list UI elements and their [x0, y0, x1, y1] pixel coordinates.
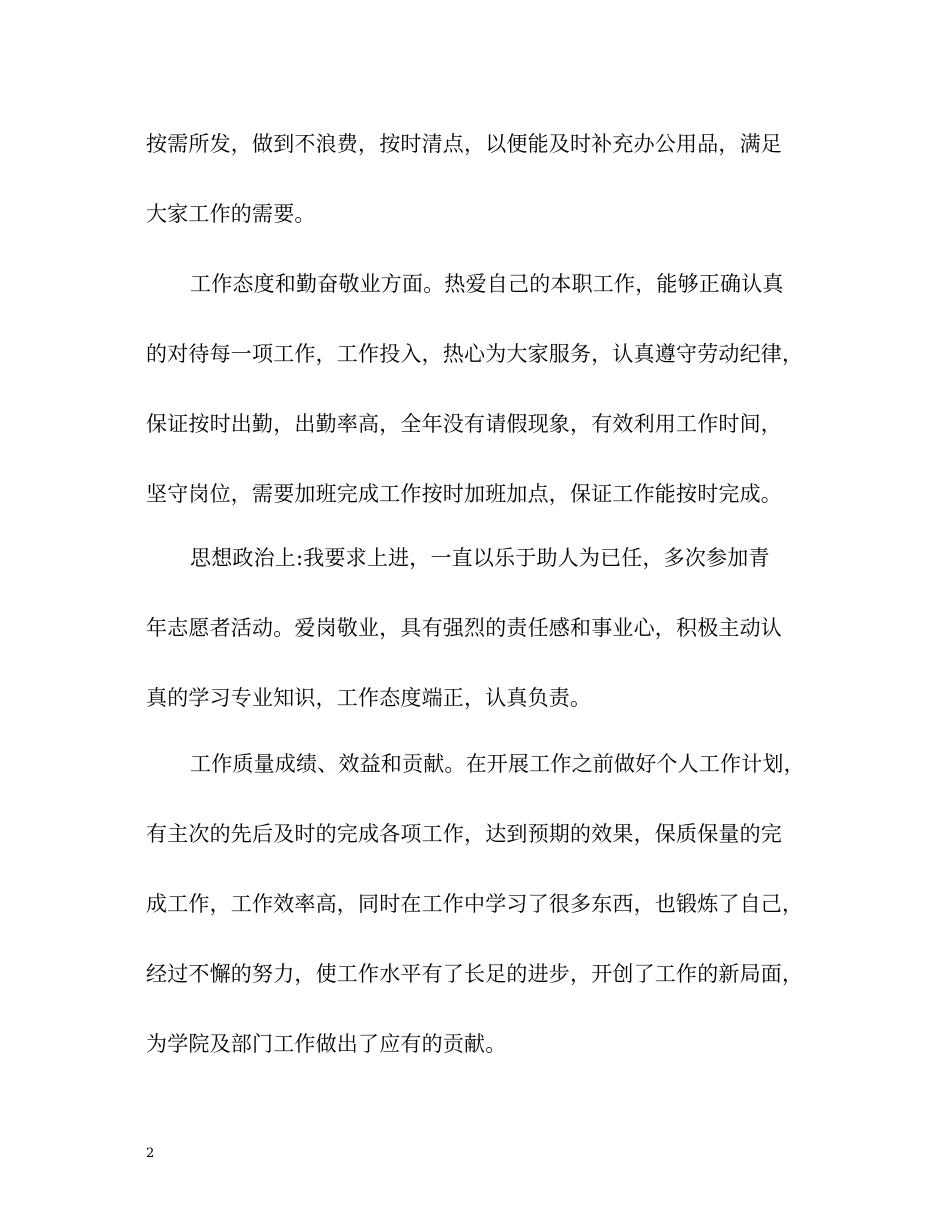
- body-line-3: 工作态度和勤奋敬业方面。热爱自己的本职工作，能够正确认真: [190, 272, 784, 296]
- body-line-10: 工作质量成绩、效益和贡献。在开展工作之前做好个人工作计划，: [190, 752, 805, 776]
- body-line-9: 真的学习专业知识，工作态度端正，认真负责。: [146, 686, 592, 710]
- body-line-12: 成工作，工作效率高，同时在工作中学习了很多东西，也锻炼了自己，: [146, 892, 804, 916]
- body-line-11: 有主次的先后及时的完成各项工作，达到预期的效果，保质保量的完: [146, 822, 782, 846]
- body-line-7: 思想政治上:我要求上进，一直以乐于助人为已任，多次参加青: [190, 546, 770, 570]
- body-line-13: 经过不懈的努力，使工作水平有了长足的进步，开创了工作的新局面，: [146, 962, 804, 986]
- body-line-4: 的对待每一项工作，工作投入，热心为大家服务，认真遵守劳动纪律，: [146, 342, 804, 366]
- body-line-6: 坚守岗位，需要加班完成工作按时加班加点，保证工作能按时完成。: [146, 482, 782, 506]
- page-number: 2: [146, 1146, 155, 1161]
- body-line-14: 为学院及部门工作做出了应有的贡献。: [146, 1032, 507, 1056]
- body-line-8: 年志愿者活动。爱岗敬业，具有强烈的责任感和事业心，积极主动认: [146, 616, 782, 640]
- body-line-1: 按需所发，做到不浪费，按时清点，以便能及时补充办公用品，满足: [146, 132, 782, 156]
- body-line-5: 保证按时出勤，出勤率高，全年没有请假现象，有效利用工作时间，: [146, 412, 782, 436]
- body-line-2: 大家工作的需要。: [146, 202, 316, 226]
